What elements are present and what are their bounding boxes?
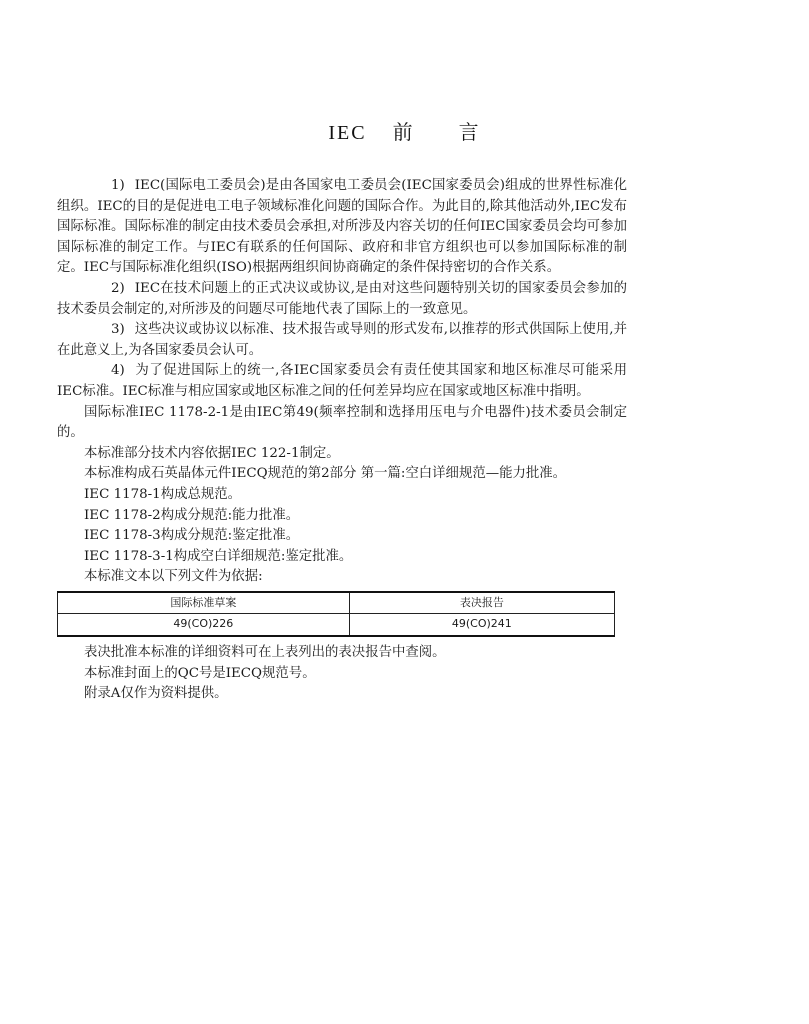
table-header-cell: 表决报告 (349, 592, 614, 614)
basis-table (57, 591, 615, 637)
paragraph-4 (57, 361, 627, 402)
paragraph-2 (57, 279, 627, 320)
paragraph-text: IEC(国际电工委员会)是由各国家电工委员会(IEC国家委员会)组成的世界性标准化组织。IEC的目的是促进电工电子领域标准化问题的国际合作。为此目的,除其他活动外,IEC发布国际标准。国际标准的制定由技术委员会承担,对所涉及内容关切的任何IEC国家委员会均可参加国际标准的制定工作。与IEC有联系的任何国际、政府和非官方组织也可以参加国际标准的制定。IEC与国际标准化组织(ISO)根据两组织间协商确定的条件保持密切的合作关系。 (57, 178, 627, 276)
title-cn-1: 前 (392, 120, 415, 144)
text-line: 本标准构成石英晶体元件IECQ规范的第2部分 第一篇:空白详细规范—能力批准。 (84, 466, 567, 482)
text-line: 附录A仅作为资料提供。 (84, 686, 228, 702)
table-cell: 49(CO)226 (58, 614, 350, 636)
paragraph-number: 4) (111, 363, 125, 379)
title-cn-2: 言 (458, 120, 481, 144)
text-line: 国际标准IEC 1178-2-1是由IEC第49(频率控制和选择用压电与介电器件)技术委员会制定的。 (57, 404, 627, 441)
text-line: 表决批准本标准的详细资料可在上表列出的表决报告中查阅。 (84, 645, 446, 661)
table-row (58, 614, 615, 636)
text-line: IEC 1178-1构成总规范。 (84, 486, 242, 502)
text-line: IEC 1178-2构成分规范:能力批准。 (84, 507, 300, 523)
paragraph-1 (57, 176, 627, 279)
text-line: IEC 1178-3构成分规范:鉴定批准。 (84, 528, 300, 544)
page-title (0, 116, 809, 145)
table-header-row (58, 592, 615, 614)
table-header-cell: 国际标准草案 (58, 592, 350, 614)
paragraph-number: 1) (111, 178, 125, 193)
title-latin: IEC (328, 122, 367, 144)
text-line: 本标准文本以下列文件为依据: (84, 569, 263, 585)
text-line: IEC 1178-3-1构成空白详细规范:鉴定批准。 (84, 548, 353, 564)
paragraph-number: 3) (111, 322, 125, 338)
table-cell: 49(CO)241 (349, 614, 614, 636)
paragraph-text: 这些决议或协议以标准、技术报告或导则的形式发布,以推荐的形式供国际上使用,并在此意义上,为各国家委员会认可。 (57, 322, 627, 358)
paragraph-text: 为了促进国际上的统一,各IEC国家委员会有责任使其国家和地区标准尽可能采用IEC标准。IEC标准与相应国家或地区标准之间的任何差异均应在国家或地区标准中指明。 (57, 363, 627, 399)
basis-table-wrapper (57, 591, 615, 637)
paragraph-number: 2) (111, 280, 125, 296)
text-line: 本标准封面上的QC号是IECQ规范号。 (84, 665, 316, 681)
foreword-body (57, 176, 627, 705)
text-line: 本标准部分技术内容依据IEC 122-1制定。 (84, 445, 340, 461)
paragraph-text: IEC在技术问题上的正式决议或协议,是由对这些问题特别关切的国家委员会参加的技术委员会制定的,对所涉及的问题尽可能地代表了国际上的一致意见。 (57, 280, 627, 317)
paragraph-3 (57, 320, 627, 361)
